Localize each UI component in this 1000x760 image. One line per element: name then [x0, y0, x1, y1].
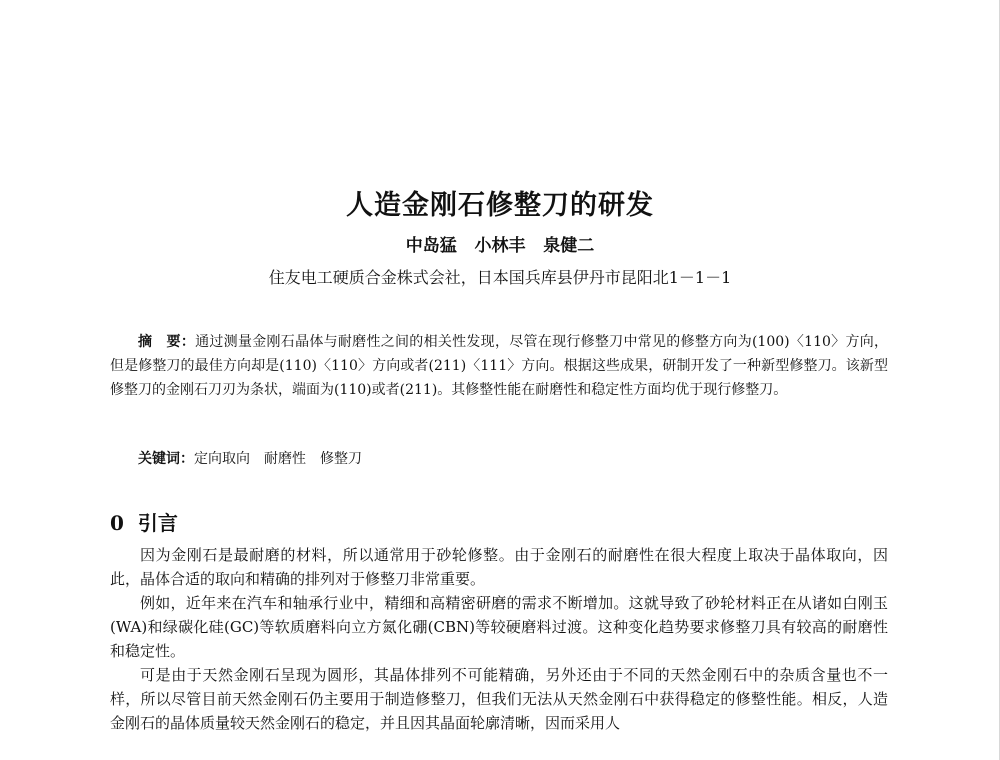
keywords-text: 定向取向 耐磨性 修整刀 [194, 451, 362, 467]
abstract-label: 摘 要： [138, 334, 196, 350]
abstract-text: 通过测量金刚石晶体与耐磨性之间的相关性发现，尽管在现行修整刀中常见的修整方向为(100)〈110〉方向，但是修整刀的最佳方向却是(110)〈110〉方向或者(211)〈111〉方向。根据这些成果，研制开发了一种新型修整刀。该新型修整刀的金刚石刀刃为条状，端面为(110)或者(211)。其修整性能在耐磨性和稳定性方面均优于现行修整刀。 [110, 334, 889, 398]
section-body [110, 543, 888, 735]
body-paragraph: 因为金刚石是最耐磨的材料，所以通常用于砂轮修整。由于金刚石的耐磨性在很大程度上取决于晶体取向，因此，晶体合适的取向和精确的排列对于修整刀非常重要。 [110, 546, 888, 588]
keywords [110, 447, 888, 471]
author-affiliation: 住友电工硬质合金株式会社，日本国兵库县伊丹市昆阳北1－1－1 [268, 268, 732, 287]
body-paragraph: 可是由于天然金刚石呈现为圆形，其晶体排列不可能精确，另外还由于不同的天然金刚石中的杂质含量也不一样，所以尽管目前天然金刚石仍主要用于制造修整刀，但我们无法从天然金刚石中获得稳定的修整性能。相反，人造金刚石的晶体质量较天然金刚石的稳定，并且因其晶面轮廓清晰，因而采用人 [110, 666, 888, 732]
abstract [110, 330, 888, 402]
body-paragraph: 例如，近年来在汽车和轴承行业中，精细和高精密研磨的需求不断增加。这就导致了砂轮材料正在从诸如白刚玉(WA)和绿碳化硅(GC)等软质磨料向立方氮化硼(CBN)等较硬磨料过渡。这种变化趋势要求修整刀具有较高的耐磨性和稳定性。 [110, 594, 888, 660]
paper-title: 人造金刚石修整刀的研发 [346, 190, 654, 221]
keywords-label: 关键词： [138, 451, 194, 467]
section-heading-introduction: 0 引言 [110, 511, 178, 535]
author-list: 中岛猛 小林丰 泉健二 [405, 236, 595, 256]
